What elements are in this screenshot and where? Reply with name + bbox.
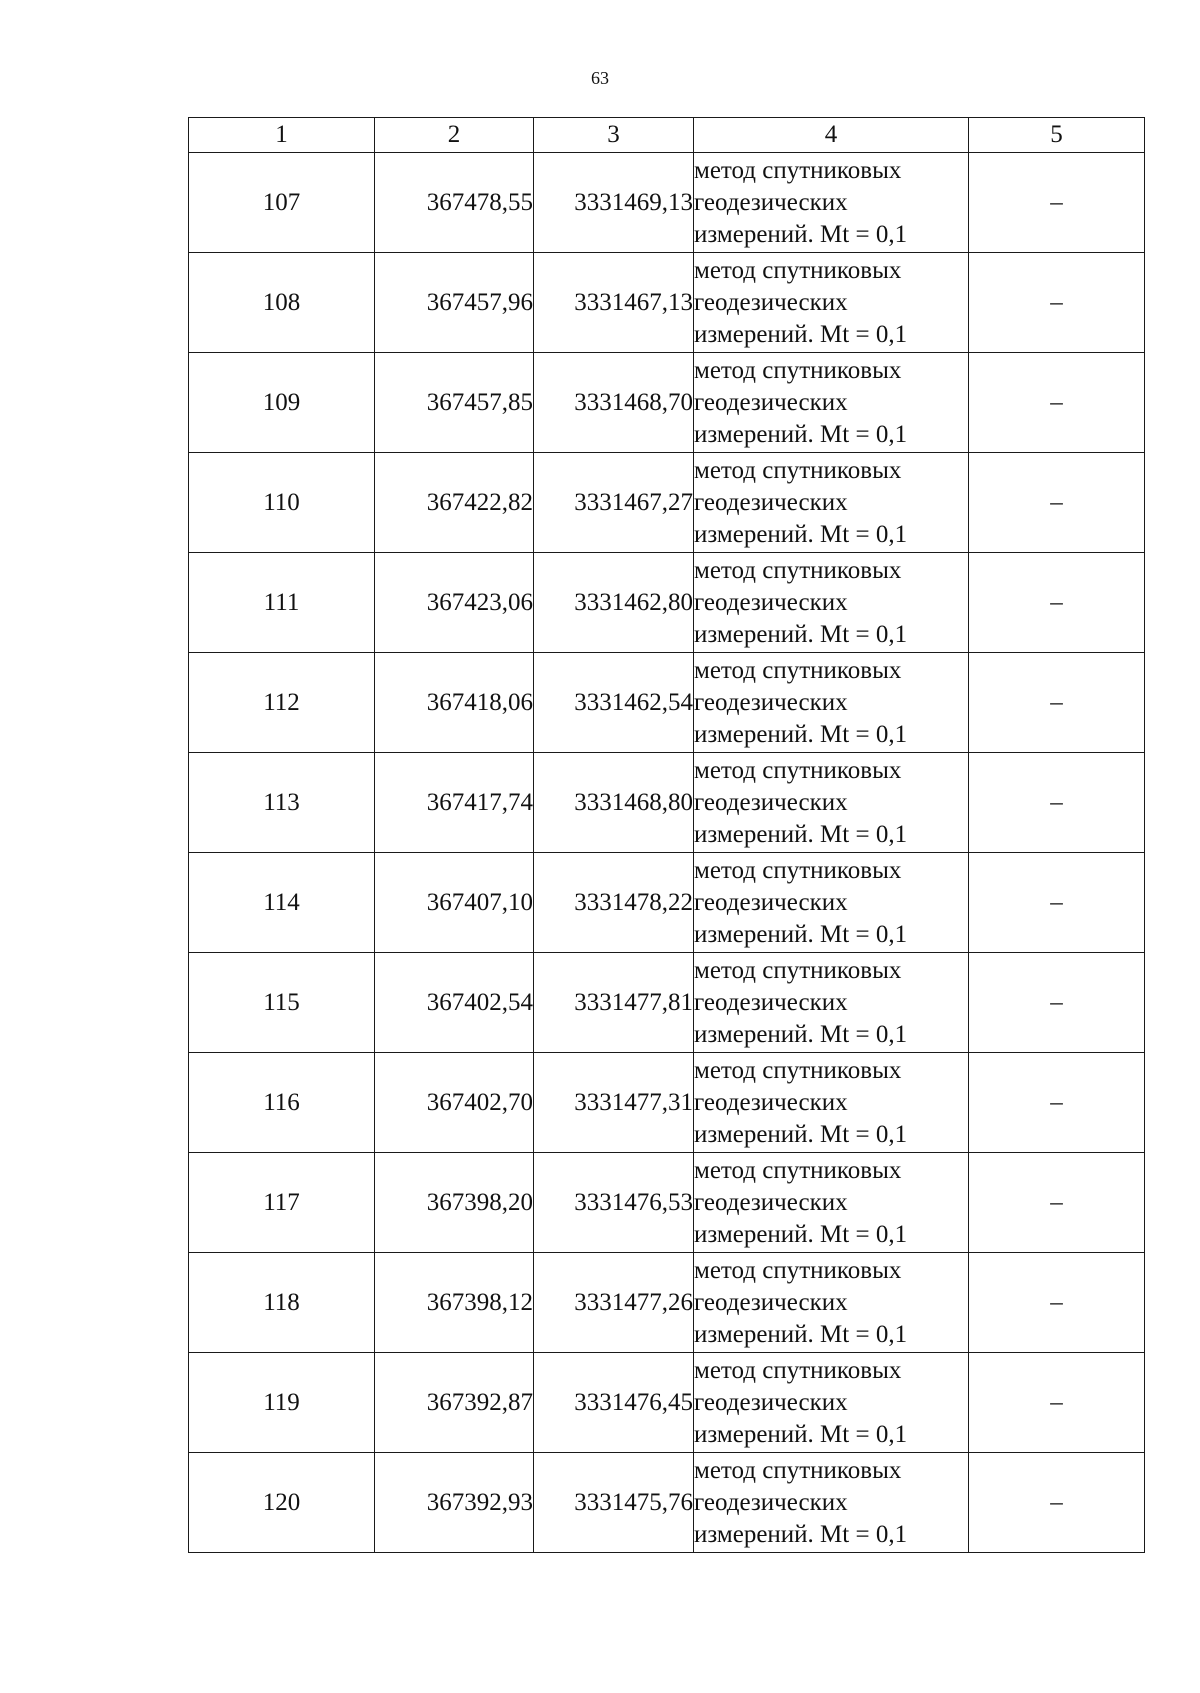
point-number-cell: 107 bbox=[189, 153, 375, 253]
method-cell bbox=[694, 753, 969, 853]
point-number-cell: 110 bbox=[189, 453, 375, 553]
method-cell bbox=[694, 1153, 969, 1253]
y-coordinate-cell: 3331462,54 bbox=[534, 653, 694, 753]
method-line: геодезических bbox=[694, 588, 848, 616]
point-number-cell: 113 bbox=[189, 753, 375, 853]
table-row bbox=[189, 1353, 1145, 1453]
method-cell bbox=[694, 353, 969, 453]
table-row bbox=[189, 953, 1145, 1053]
column-header-5: 5 bbox=[969, 118, 1145, 153]
table-row bbox=[189, 1153, 1145, 1253]
method-line: метод спутниковых bbox=[694, 956, 902, 984]
method-line: геодезических bbox=[694, 888, 848, 916]
x-coordinate-cell: 367392,93 bbox=[375, 1453, 534, 1553]
method-cell bbox=[694, 1353, 969, 1453]
x-coordinate-cell: 367457,96 bbox=[375, 253, 534, 353]
y-coordinate-cell: 3331462,80 bbox=[534, 553, 694, 653]
method-line: метод спутниковых bbox=[694, 156, 902, 184]
point-number-cell: 114 bbox=[189, 853, 375, 953]
header-row bbox=[189, 118, 1145, 153]
method-line: измерений. Mt = 0,1 bbox=[694, 620, 908, 648]
method-line: метод спутниковых bbox=[694, 656, 902, 684]
method-line: геодезических bbox=[694, 1388, 848, 1416]
table-row bbox=[189, 653, 1145, 753]
note-cell: – bbox=[969, 453, 1145, 553]
point-number-cell: 117 bbox=[189, 1153, 375, 1253]
method-cell bbox=[694, 253, 969, 353]
point-number-cell: 108 bbox=[189, 253, 375, 353]
method-line: геодезических bbox=[694, 1488, 848, 1516]
point-number-cell: 116 bbox=[189, 1053, 375, 1153]
coordinates-table bbox=[188, 117, 1145, 1553]
table-row bbox=[189, 1453, 1145, 1553]
method-line: метод спутниковых bbox=[694, 856, 902, 884]
method-line: геодезических bbox=[694, 988, 848, 1016]
y-coordinate-cell: 3331475,76 bbox=[534, 1453, 694, 1553]
method-line: измерений. Mt = 0,1 bbox=[694, 1120, 908, 1148]
method-line: метод спутниковых bbox=[694, 356, 902, 384]
method-cell bbox=[694, 153, 969, 253]
note-cell: – bbox=[969, 1153, 1145, 1253]
y-coordinate-cell: 3331469,13 bbox=[534, 153, 694, 253]
note-cell: – bbox=[969, 1453, 1145, 1553]
note-cell: – bbox=[969, 1353, 1145, 1453]
method-line: метод спутниковых bbox=[694, 256, 902, 284]
y-coordinate-cell: 3331476,45 bbox=[534, 1353, 694, 1453]
method-cell bbox=[694, 1253, 969, 1353]
point-number-cell: 111 bbox=[189, 553, 375, 653]
method-cell bbox=[694, 953, 969, 1053]
point-number-cell: 109 bbox=[189, 353, 375, 453]
method-line: геодезических bbox=[694, 188, 848, 216]
point-number-cell: 118 bbox=[189, 1253, 375, 1353]
method-line: измерений. Mt = 0,1 bbox=[694, 320, 908, 348]
method-line: измерений. Mt = 0,1 bbox=[694, 420, 908, 448]
x-coordinate-cell: 367457,85 bbox=[375, 353, 534, 453]
method-line: измерений. Mt = 0,1 bbox=[694, 1220, 908, 1248]
method-cell bbox=[694, 853, 969, 953]
method-cell bbox=[694, 453, 969, 553]
method-line: измерений. Mt = 0,1 bbox=[694, 220, 908, 248]
x-coordinate-cell: 367398,20 bbox=[375, 1153, 534, 1253]
y-coordinate-cell: 3331476,53 bbox=[534, 1153, 694, 1253]
method-line: геодезических bbox=[694, 688, 848, 716]
note-cell: – bbox=[969, 353, 1145, 453]
x-coordinate-cell: 367417,74 bbox=[375, 753, 534, 853]
column-header-1: 1 bbox=[189, 118, 375, 153]
page-number: 63 bbox=[591, 68, 609, 88]
column-header-4: 4 bbox=[694, 118, 969, 153]
x-coordinate-cell: 367478,55 bbox=[375, 153, 534, 253]
method-line: геодезических bbox=[694, 788, 848, 816]
column-header-3: 3 bbox=[534, 118, 694, 153]
table-row bbox=[189, 153, 1145, 253]
x-coordinate-cell: 367422,82 bbox=[375, 453, 534, 553]
table-header bbox=[189, 118, 1145, 153]
y-coordinate-cell: 3331477,81 bbox=[534, 953, 694, 1053]
x-coordinate-cell: 367407,10 bbox=[375, 853, 534, 953]
method-line: измерений. Mt = 0,1 bbox=[694, 1320, 908, 1348]
y-coordinate-cell: 3331477,31 bbox=[534, 1053, 694, 1153]
point-number-cell: 115 bbox=[189, 953, 375, 1053]
table-row bbox=[189, 753, 1145, 853]
method-line: геодезических bbox=[694, 1088, 848, 1116]
method-line: метод спутниковых bbox=[694, 1456, 902, 1484]
x-coordinate-cell: 367423,06 bbox=[375, 553, 534, 653]
point-number-cell: 120 bbox=[189, 1453, 375, 1553]
method-line: измерений. Mt = 0,1 bbox=[694, 1420, 908, 1448]
column-header-2: 2 bbox=[375, 118, 534, 153]
method-line: измерений. Mt = 0,1 bbox=[694, 820, 908, 848]
method-line: измерений. Mt = 0,1 bbox=[694, 1020, 908, 1048]
method-line: геодезических bbox=[694, 1188, 848, 1216]
method-line: геодезических bbox=[694, 488, 848, 516]
point-number-cell: 112 bbox=[189, 653, 375, 753]
table-row bbox=[189, 853, 1145, 953]
method-line: метод спутниковых bbox=[694, 556, 902, 584]
y-coordinate-cell: 3331468,80 bbox=[534, 753, 694, 853]
method-line: измерений. Mt = 0,1 bbox=[694, 920, 908, 948]
method-line: измерений. Mt = 0,1 bbox=[694, 520, 908, 548]
x-coordinate-cell: 367418,06 bbox=[375, 653, 534, 753]
method-line: геодезических bbox=[694, 288, 848, 316]
point-number-cell: 119 bbox=[189, 1353, 375, 1453]
y-coordinate-cell: 3331477,26 bbox=[534, 1253, 694, 1353]
table-row bbox=[189, 1053, 1145, 1153]
x-coordinate-cell: 367402,54 bbox=[375, 953, 534, 1053]
table-row bbox=[189, 1253, 1145, 1353]
method-line: геодезических bbox=[694, 1288, 848, 1316]
note-cell: – bbox=[969, 753, 1145, 853]
method-line: метод спутниковых bbox=[694, 456, 902, 484]
note-cell: – bbox=[969, 553, 1145, 653]
method-line: измерений. Mt = 0,1 bbox=[694, 1520, 908, 1548]
note-cell: – bbox=[969, 653, 1145, 753]
y-coordinate-cell: 3331467,27 bbox=[534, 453, 694, 553]
method-cell bbox=[694, 653, 969, 753]
method-line: метод спутниковых bbox=[694, 1056, 902, 1084]
note-cell: – bbox=[969, 853, 1145, 953]
y-coordinate-cell: 3331468,70 bbox=[534, 353, 694, 453]
note-cell: – bbox=[969, 1053, 1145, 1153]
note-cell: – bbox=[969, 153, 1145, 253]
method-cell bbox=[694, 553, 969, 653]
x-coordinate-cell: 367398,12 bbox=[375, 1253, 534, 1353]
method-cell bbox=[694, 1453, 969, 1553]
method-line: геодезических bbox=[694, 388, 848, 416]
table-row bbox=[189, 553, 1145, 653]
method-line: метод спутниковых bbox=[694, 1256, 902, 1284]
x-coordinate-cell: 367402,70 bbox=[375, 1053, 534, 1153]
table-row bbox=[189, 253, 1145, 353]
method-line: метод спутниковых bbox=[694, 756, 902, 784]
method-line: метод спутниковых bbox=[694, 1356, 902, 1384]
method-cell bbox=[694, 1053, 969, 1153]
y-coordinate-cell: 3331478,22 bbox=[534, 853, 694, 953]
table-row bbox=[189, 453, 1145, 553]
method-line: метод спутниковых bbox=[694, 1156, 902, 1184]
method-line: измерений. Mt = 0,1 bbox=[694, 720, 908, 748]
y-coordinate-cell: 3331467,13 bbox=[534, 253, 694, 353]
table-body bbox=[189, 153, 1145, 1553]
note-cell: – bbox=[969, 253, 1145, 353]
x-coordinate-cell: 367392,87 bbox=[375, 1353, 534, 1453]
note-cell: – bbox=[969, 1253, 1145, 1353]
note-cell: – bbox=[969, 953, 1145, 1053]
table-row bbox=[189, 353, 1145, 453]
